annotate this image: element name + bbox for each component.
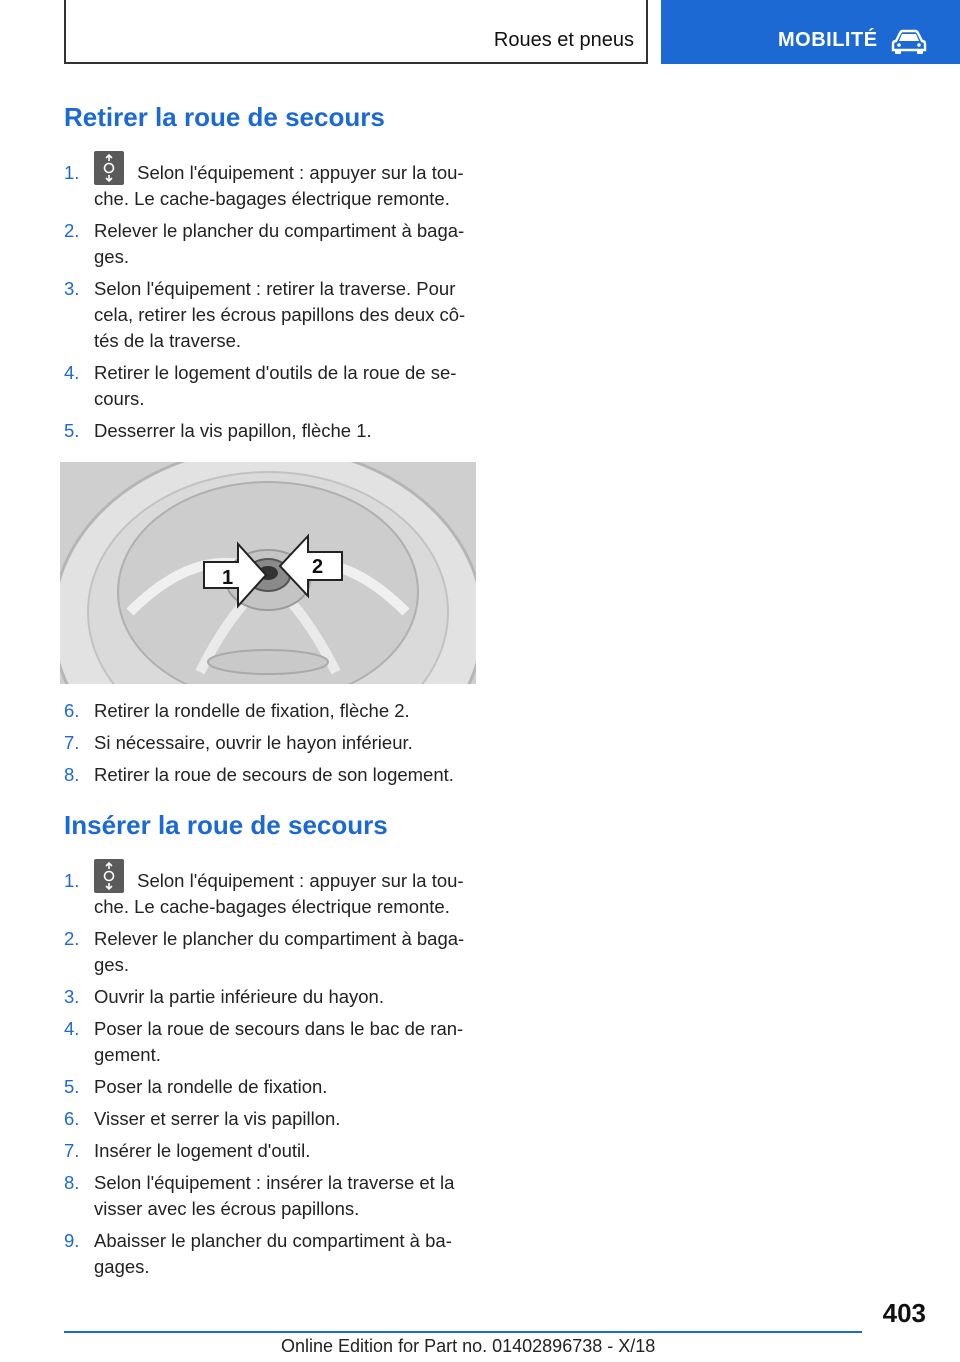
step-item: [64, 276, 484, 354]
step-number: 8.: [64, 764, 80, 785]
step-number: 3.: [64, 278, 80, 299]
step-number: 2.: [64, 220, 80, 241]
step-number: 1.: [64, 162, 80, 183]
step-text: Poser la roue de secours dans le bac de ran-gement.: [94, 1018, 464, 1065]
step-text: Si nécessaire, ouvrir le hayon inférieur.: [94, 732, 413, 753]
header-chapter-label: MOBILITÉ: [778, 29, 878, 51]
header-section-title: Roues et pneus: [493, 29, 634, 51]
step-item: [64, 160, 484, 212]
step-text: Insérer le logement d'outil.: [94, 1140, 311, 1161]
spare-wheel-drawing: [60, 462, 476, 684]
step-number: 3.: [64, 986, 80, 1007]
step-item: [64, 762, 484, 788]
header-section-box: [64, 0, 648, 64]
step-text: Visser et serrer la vis papillon.: [94, 1108, 341, 1129]
step-number: 6.: [64, 1108, 80, 1129]
arrow-2-label: 2: [312, 556, 324, 578]
step-item: [64, 926, 484, 978]
step-text: Selon l'équipement : insérer la traverse et la visser avec les écrous papillons.: [94, 1172, 455, 1219]
step-number: 5.: [64, 1076, 80, 1097]
step-number: 9.: [64, 1230, 80, 1251]
step-item: [64, 698, 484, 724]
trunk-cover-key-icon: [94, 859, 124, 893]
step-item: [64, 868, 484, 920]
header-chapter-tab: [661, 0, 960, 64]
step-text: Desserrer la vis papillon, flèche 1.: [94, 420, 372, 441]
step-item: [64, 218, 484, 270]
step-item: [64, 984, 484, 1010]
step-number: 4.: [64, 362, 80, 383]
arrow-1-label: 1: [222, 567, 234, 589]
step-number: 1.: [64, 870, 80, 891]
step-item: [64, 1228, 484, 1280]
step-item: [64, 1106, 484, 1132]
step-number: 7.: [64, 732, 80, 753]
step-item: [64, 418, 484, 444]
step-number: 5.: [64, 420, 80, 441]
page-number: 403: [882, 1298, 926, 1328]
step-item: [64, 1074, 484, 1100]
step-text: Retirer la rondelle de fixation, flèche 2.: [94, 700, 410, 721]
step-text: Selon l'équipement : retirer la traverse. Pour cela, retirer les écrous papillons des deux cô-tés de la traverse.: [94, 278, 466, 351]
section-title-insert-spare: Insérer la roue de secours: [64, 810, 388, 840]
step-number: 7.: [64, 1140, 80, 1161]
footer-edition-text: Online Edition for Part no. 01402896738 - X/18: [281, 1336, 656, 1356]
step-text: Selon l'équipement : appuyer sur la tou-che. Le cache-bagages électrique remonte.: [94, 162, 464, 209]
step-text: Ouvrir la partie inférieure du hayon.: [94, 986, 384, 1007]
step-text: Poser la rondelle de fixation.: [94, 1076, 328, 1097]
step-text: Retirer la roue de secours de son logement.: [94, 764, 454, 785]
page-content: [64, 100, 484, 1286]
step-text: Relever le plancher du compartiment à baga-ges.: [94, 928, 465, 975]
step-item: [64, 360, 484, 412]
step-item: [64, 1138, 484, 1164]
step-text: Selon l'équipement : appuyer sur la tou-che. Le cache-bagages électrique remonte.: [94, 870, 464, 917]
steps-list-remove-continued: [64, 698, 484, 788]
spare-wheel-illustration: [60, 462, 476, 684]
footer-divider: [64, 1331, 862, 1333]
step-number: 8.: [64, 1172, 80, 1193]
step-text: Relever le plancher du compartiment à baga-ges.: [94, 220, 465, 267]
step-number: 2.: [64, 928, 80, 949]
steps-list-insert: [64, 868, 484, 1280]
step-text: Abaisser le plancher du compartiment à ba-gages.: [94, 1230, 452, 1277]
section-title-remove-spare: Retirer la roue de secours: [64, 102, 385, 132]
step-text: Retirer le logement d'outils de la roue de se-cours.: [94, 362, 457, 409]
step-item: [64, 1170, 484, 1222]
trunk-cover-key-icon: [94, 151, 124, 185]
car-icon: [891, 29, 927, 55]
step-number: 6.: [64, 700, 80, 721]
step-item: [64, 730, 484, 756]
step-item: [64, 1016, 484, 1068]
step-number: 4.: [64, 1018, 80, 1039]
steps-list-remove: [64, 160, 484, 444]
